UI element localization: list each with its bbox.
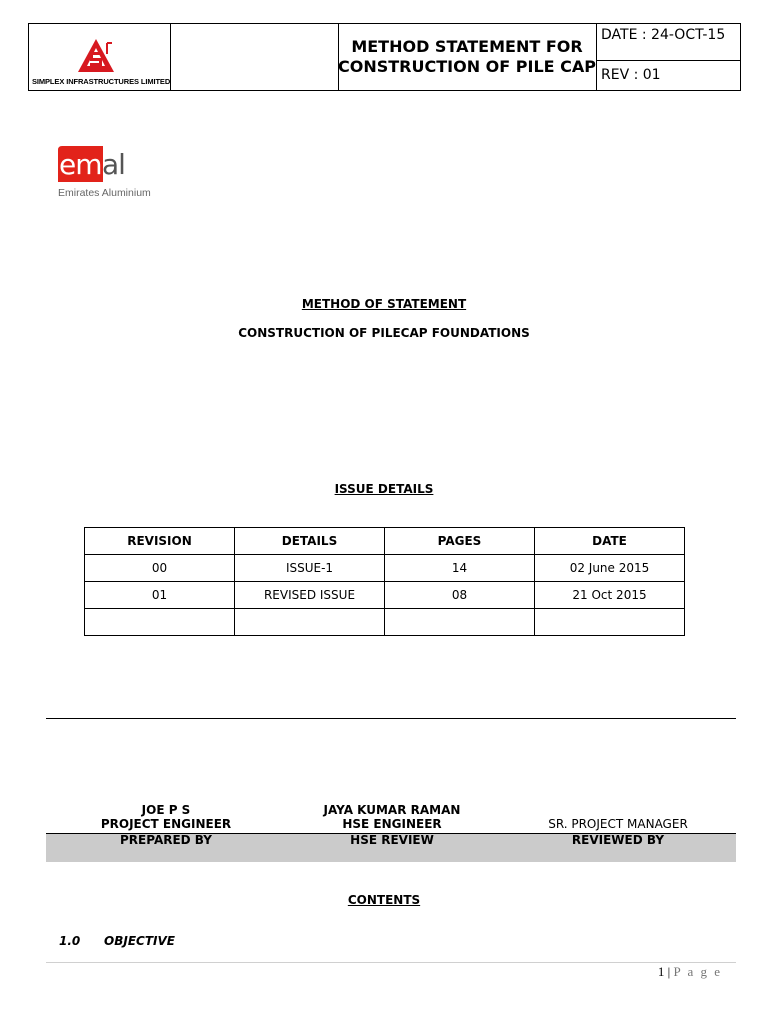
table-cell: 01 xyxy=(85,582,235,609)
column-header: DETAILS xyxy=(235,528,385,555)
page-footer xyxy=(658,964,722,980)
document-title: METHOD STATEMENT FOR CONSTRUCTION OF PILE CAP xyxy=(338,37,596,76)
footer-divider xyxy=(46,962,736,963)
contents-title: CONTENTS xyxy=(347,893,421,907)
doc-date: DATE : 24-OCT-15 xyxy=(596,24,740,61)
emal-suffix-text: al xyxy=(102,148,125,181)
hse-review-block xyxy=(272,803,512,831)
table-cell xyxy=(535,609,685,636)
table-cell xyxy=(85,609,235,636)
doc-meta-cell xyxy=(596,24,740,90)
table-cell: 14 xyxy=(385,555,535,582)
table-cell xyxy=(235,609,385,636)
emal-mark-text: em xyxy=(59,148,102,181)
header-empty-cell xyxy=(170,24,339,90)
simplex-logo-icon xyxy=(76,38,116,74)
hse-reviewer-role: HSE ENGINEER xyxy=(342,817,442,831)
issue-details-title: ISSUE DETAILS xyxy=(334,482,434,496)
column-header: REVISION xyxy=(85,528,235,555)
table-cell: REVISED ISSUE xyxy=(235,582,385,609)
emal-logo xyxy=(58,146,168,200)
reviewed-by-label: REVIEWED BY xyxy=(571,833,665,847)
table-row xyxy=(85,582,685,609)
prepared-by-label: PREPARED BY xyxy=(120,833,212,847)
preparer-name: JOE P S xyxy=(141,803,191,817)
hse-review-label: HSE REVIEW xyxy=(350,833,434,847)
section-title: OBJECTIVE xyxy=(104,934,175,948)
hse-reviewer-name: JAYA KUMAR RAMAN xyxy=(323,803,461,817)
section-number: 1.0 xyxy=(59,934,81,948)
table-cell: 21 Oct 2015 xyxy=(535,582,685,609)
statement-heading: METHOD OF STATEMENT xyxy=(301,297,467,311)
table-cell: 00 xyxy=(85,555,235,582)
page-number: 1 xyxy=(657,964,665,979)
table-cell: 08 xyxy=(385,582,535,609)
column-header: DATE xyxy=(535,528,685,555)
document-title-cell xyxy=(338,24,597,90)
preparer-role: PROJECT ENGINEER xyxy=(100,817,232,831)
divider xyxy=(46,718,736,719)
table-cell xyxy=(385,609,535,636)
table-row xyxy=(85,555,685,582)
document-header xyxy=(28,23,741,91)
column-header: PAGES xyxy=(385,528,535,555)
company-name: SIMPLEX INFRASTRUCTURES LIMITED xyxy=(32,77,171,86)
table-cell: 02 June 2015 xyxy=(535,555,685,582)
table-cell: ISSUE-1 xyxy=(235,555,385,582)
prepared-by-block xyxy=(46,803,286,831)
table-row xyxy=(85,609,685,636)
table-header-row xyxy=(85,528,685,555)
statement-subheading: CONSTRUCTION OF PILECAP FOUNDATIONS xyxy=(238,326,530,340)
emal-subtitle: Emirates Aluminium xyxy=(58,187,151,199)
issue-details-table xyxy=(84,527,685,636)
company-logo-cell xyxy=(29,24,171,90)
page-separator: | xyxy=(667,964,671,979)
doc-revision: REV : 01 xyxy=(601,67,661,83)
reviewer-role: SR. PROJECT MANAGER xyxy=(548,817,688,831)
page-word: P a g e xyxy=(673,964,722,979)
